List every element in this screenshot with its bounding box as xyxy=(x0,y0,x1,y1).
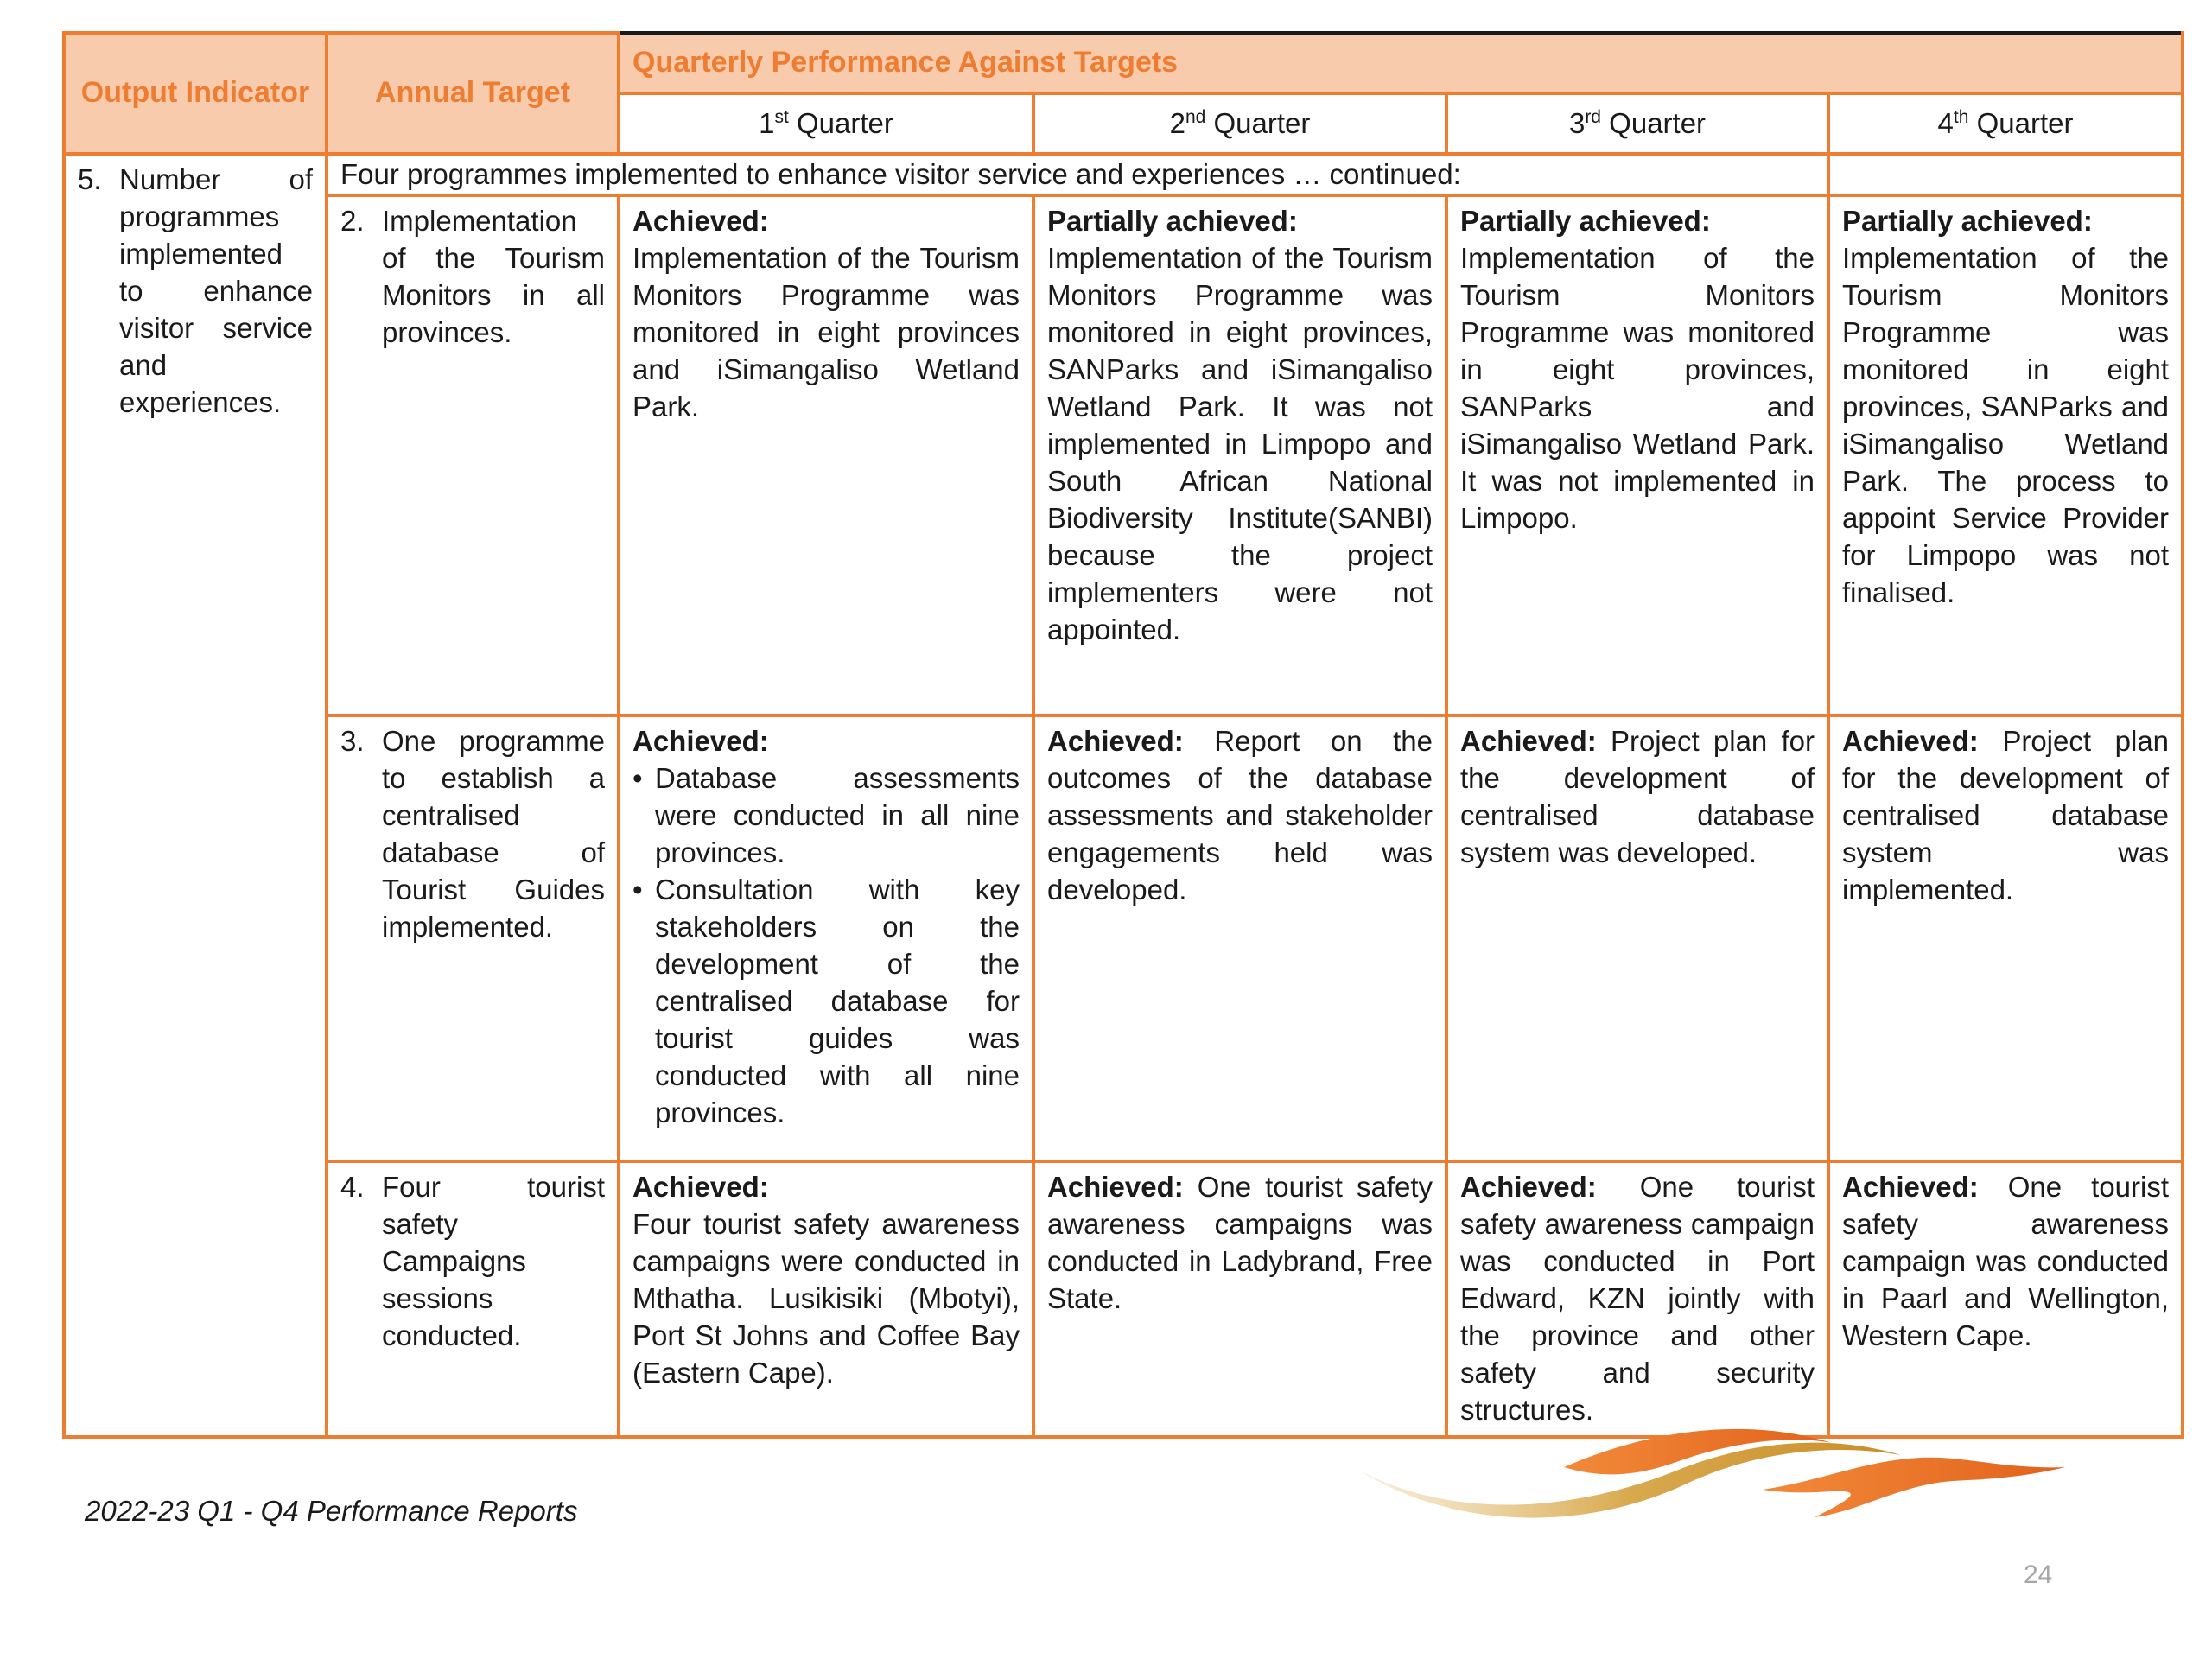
result-text: Four tourist safety awareness campaigns were conducted in Mthatha. Lusikisiki (Mbotyi), Port St Johns and Coffee Bay (Eastern Cape). xyxy=(632,1208,1020,1389)
q1-cell xyxy=(619,1161,1033,1437)
target-text: Implementation of the Tourism Monitors in all provinces. xyxy=(382,205,605,348)
quarterly-performance-header xyxy=(619,33,2183,93)
annual-target-header xyxy=(327,33,619,154)
q1-num: 1 xyxy=(759,106,775,139)
bullet-item: • Database assessments were conducted in all nine provinces. xyxy=(632,760,1020,871)
quarterly-performance-header-label: Quarterly Performance Against Targets xyxy=(632,46,1179,79)
result-text: Project plan for the development of centralised database system was developed. xyxy=(1460,725,1815,868)
annual-target-cell xyxy=(327,195,619,715)
result-text: One tourist safety awareness campaign was conducted in Port Edward, KZN jointly with the province and other safety and security structures. xyxy=(1460,1171,1815,1426)
status-label: Achieved: xyxy=(1842,1171,1979,1203)
target-number: 3. xyxy=(340,725,365,757)
q4-cell xyxy=(1828,715,2183,1161)
status-label: Partially achieved: xyxy=(1047,205,1298,237)
table-row xyxy=(64,1161,2183,1437)
status-label: Achieved: xyxy=(1460,725,1597,757)
performance-table xyxy=(62,31,2184,1439)
result-text: One tourist safety awareness campaign was conducted in Paarl and Wellington, Western Cape. xyxy=(1842,1171,2170,1351)
result-text: One tourist safety awareness campaigns was conducted in Ladybrand, Free State. xyxy=(1047,1171,1433,1314)
continued-heading: Four programmes implemented to enhance visitor service and experiences … continued: xyxy=(327,154,1828,195)
q4-cell xyxy=(1828,195,2183,715)
q3-sup: rd xyxy=(1585,106,1601,127)
result-text: Report on the outcomes of the database assessments and stakeholder engagements held was developed. xyxy=(1047,725,1433,906)
annual-target-cell xyxy=(327,715,619,1161)
result-text: Project plan for the development of centralised database system was implemented. xyxy=(1842,725,2170,906)
result-text: Implementation of the Tourism Monitors Programme was monitored in eight provinces and iSimangaliso Wetland Park. xyxy=(632,242,1020,423)
indicator-text: Number of programmes implemented to enhance visitor service and experiences. xyxy=(119,163,313,418)
status-label: Partially achieved: xyxy=(1842,205,2093,237)
bullet-item: • Consultation with key stakeholders on the development of the centralised database for tourist guides was conducted with all nine provinces. xyxy=(632,871,1020,1131)
result-text: Implementation of the Tourism Monitors Programme was monitored in eight provinces, SANParks and iSimangaliso Wetland Park. It was not implemented in Limpopo and South African National Biodiversity Institute(SANBI) because the project implementers were not appointed. xyxy=(1047,242,1433,645)
indicator-number: 5. xyxy=(78,163,102,195)
q2-label: Quarter xyxy=(1205,106,1311,139)
q2-sup: nd xyxy=(1185,106,1206,127)
continued-row xyxy=(64,154,2183,195)
q3-cell xyxy=(1446,195,1828,715)
q1-label: Quarter xyxy=(788,106,893,139)
q3-cell xyxy=(1446,715,1828,1161)
status-label: Achieved: xyxy=(1047,725,1184,757)
output-indicator-header-label: Output Indicator xyxy=(80,76,310,109)
q2-cell xyxy=(1033,1161,1446,1437)
q1-sup: st xyxy=(774,106,789,127)
result-text: Implementation of the Tourism Monitors Programme was monitored in eight provinces, SANParks and iSimangaliso Wetland Park. It was not implemented in Limpopo. xyxy=(1460,242,1815,534)
status-label: Partially achieved: xyxy=(1460,205,1711,237)
q4-label: Quarter xyxy=(1968,106,2074,139)
brand-swoosh-logo xyxy=(1348,1417,2074,1529)
result-bullets xyxy=(632,760,1020,1131)
target-number: 4. xyxy=(340,1171,365,1203)
q4-cell xyxy=(1828,1161,2183,1437)
q2-cell xyxy=(1033,715,1446,1161)
status-label: Achieved: xyxy=(1460,1171,1597,1203)
continued-blank-cell xyxy=(1828,154,2183,195)
q1-cell xyxy=(619,715,1033,1161)
status-label: Achieved: xyxy=(1047,1171,1184,1203)
q2-num: 2 xyxy=(1169,106,1185,139)
output-indicator-header xyxy=(64,33,327,154)
q1-header xyxy=(619,93,1033,154)
q4-header xyxy=(1828,93,2183,154)
status-label: Achieved: xyxy=(1842,725,1979,757)
q1-cell xyxy=(619,195,1033,715)
q4-sup: th xyxy=(1953,106,1969,127)
status-label: Achieved: xyxy=(632,205,769,237)
q4-num: 4 xyxy=(1937,106,1954,139)
page-number: 24 xyxy=(2024,1560,2053,1589)
result-text: Implementation of the Tourism Monitors Programme was monitored in eight provinces, SANParks and iSimangaliso Wetland Park. The process to appoint Service Provider for Limpopo was not finalised. xyxy=(1842,242,2170,608)
target-number: 2. xyxy=(340,205,365,237)
status-label: Achieved: xyxy=(632,725,769,757)
target-text: One programme to establish a centralised database of Tourist Guides implemented. xyxy=(382,725,605,943)
annual-target-cell xyxy=(327,1161,619,1437)
q3-label: Quarter xyxy=(1601,106,1707,139)
output-indicator-cell xyxy=(64,154,327,1437)
q3-num: 3 xyxy=(1568,106,1586,139)
annual-target-header-label: Annual Target xyxy=(374,76,571,109)
status-label: Achieved: xyxy=(632,1171,769,1203)
q2-header xyxy=(1033,93,1446,154)
q3-header xyxy=(1446,93,1828,154)
table-row xyxy=(64,195,2183,715)
table-row xyxy=(64,715,2183,1161)
q2-cell xyxy=(1033,195,1446,715)
q3-cell xyxy=(1446,1161,1828,1437)
target-text: Four tourist safety Campaigns sessions conducted. xyxy=(382,1171,605,1351)
report-title-footer: 2022-23 Q1 - Q4 Performance Reports xyxy=(85,1495,578,1527)
